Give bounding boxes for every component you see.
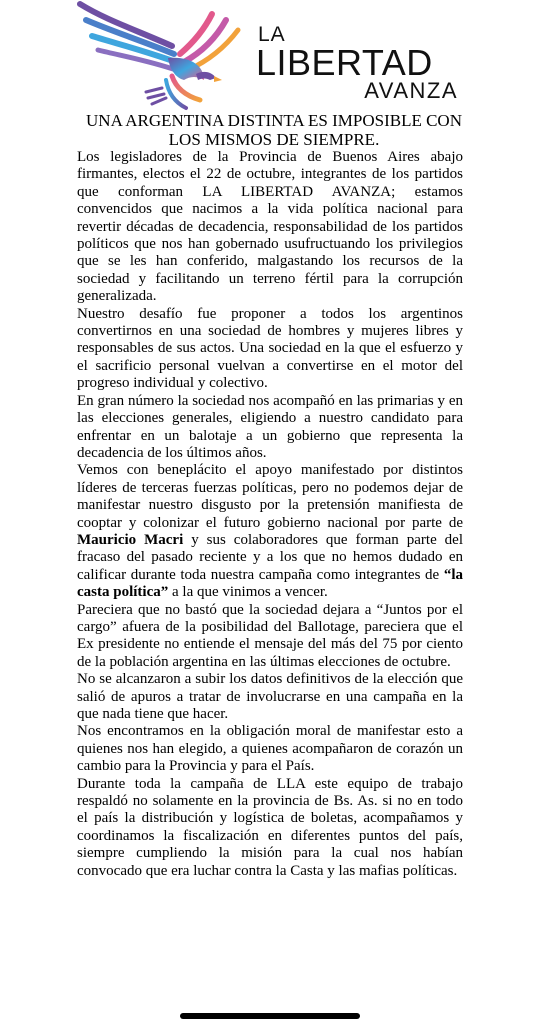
paragraph-3: En gran número la sociedad nos acompañó en las primarias y en las elecciones generales, eligiendo a nuestro candidato para enfrentar en un balotaje a un gobierno que representa la decadencia de los últimos años.: [77, 392, 463, 461]
paragraph-4-text-e: a la que vinimos a vencer.: [168, 584, 328, 601]
letter-body: [77, 149, 463, 880]
paragraph-8: Durante toda la campaña de LLA este equipo de trabajo respaldó no solamente en la provincia de Bs. As. si no en todo el país la distribución y logística de boletas, acompañamos y coordinamos la fiscalización en diferentes puntos del país, siempre cumpliendo la misión para la cual nos habían convocado que era luchar contra la Casta y las mafias políticas.: [77, 775, 463, 879]
home-indicator[interactable]: [180, 1013, 360, 1019]
brand-avanza: AVANZA: [364, 78, 458, 103]
slogan-line-2: LOS MISMOS DE SIEMPRE.: [168, 130, 380, 149]
brand-la: LA: [258, 23, 286, 46]
phrase-la-casta-politica: “la casta política”: [77, 566, 463, 601]
slogan-heading: [70, 111, 478, 149]
paragraph-4-text-c: y sus colaboradores que forman parte del fracaso del pasado reciente y a los que no hemos dudado en calificar durante toda nuestra campaña como integrantes de: [77, 531, 463, 583]
slogan-line-1: UNA ARGENTINA DISTINTA ES IMPOSIBLE CON: [86, 111, 462, 130]
brand-wordmark: [256, 24, 458, 102]
document-header: [0, 0, 539, 112]
paragraph-5: Pareciera que no bastó que la sociedad dejara a “Juntos por el cargo” afuera de la posibilidad del Ballotage, pareciera que el Ex presidente no entiende el mensaje del más del 75 por ciento de la población argentina en las últimas elecciones de octubre.: [77, 601, 463, 670]
name-mauricio-macri: Mauricio Macri: [77, 531, 184, 548]
paragraph-2: Nuestro desafío fue proponer a todos los argentinos convertirnos en una sociedad de hombres y mujeres libres y responsables de sus actos. Una sociedad en la que el esfuerzo y el sacrificio personal vuelvan a convertirse en el motor del progreso individual y colectivo.: [77, 305, 463, 392]
brand-libertad: LIBERTAD: [256, 42, 433, 83]
paragraph-4-text-a: Vemos con beneplácito el apoyo manifestado por distintos líderes de terceras fuerzas políticas, pero no podemos dejar de manifestar nuestro disgusto por la pretensión manifiesta de cooptar y colonizar el futuro gobierno nacional por parte de: [77, 462, 463, 531]
paragraph-4: [77, 462, 463, 601]
paragraph-1: Los legisladores de la Provincia de Buenos Aires abajo firmantes, electos el 22 de octubre, integrantes de los partidos que conforman LA LIBERTAD AVANZA; estamos convencidos que nacimos a la vida política nacional para revertir décadas de decadencia, responsabilidad de los partidos políticos que nos han gobernado usufructuando los privilegios que se les han conferido, malgastando los recursos de la sociedad y facilitando un terreno fértil para la corrupción generalizada.: [77, 149, 463, 305]
paragraph-7: Nos encontramos en la obligación moral de manifestar esto a quienes nos han elegido, a quienes acompañaron de corazón un cambio para la Provincia y para el País.: [77, 723, 463, 775]
eagle-icon: [76, 0, 246, 112]
paragraph-6: No se alcanzaron a subir los datos definitivos de la elección que salió de apuros a tratar de involucrarse en una campaña en la que nada tiene que hacer.: [77, 671, 463, 722]
